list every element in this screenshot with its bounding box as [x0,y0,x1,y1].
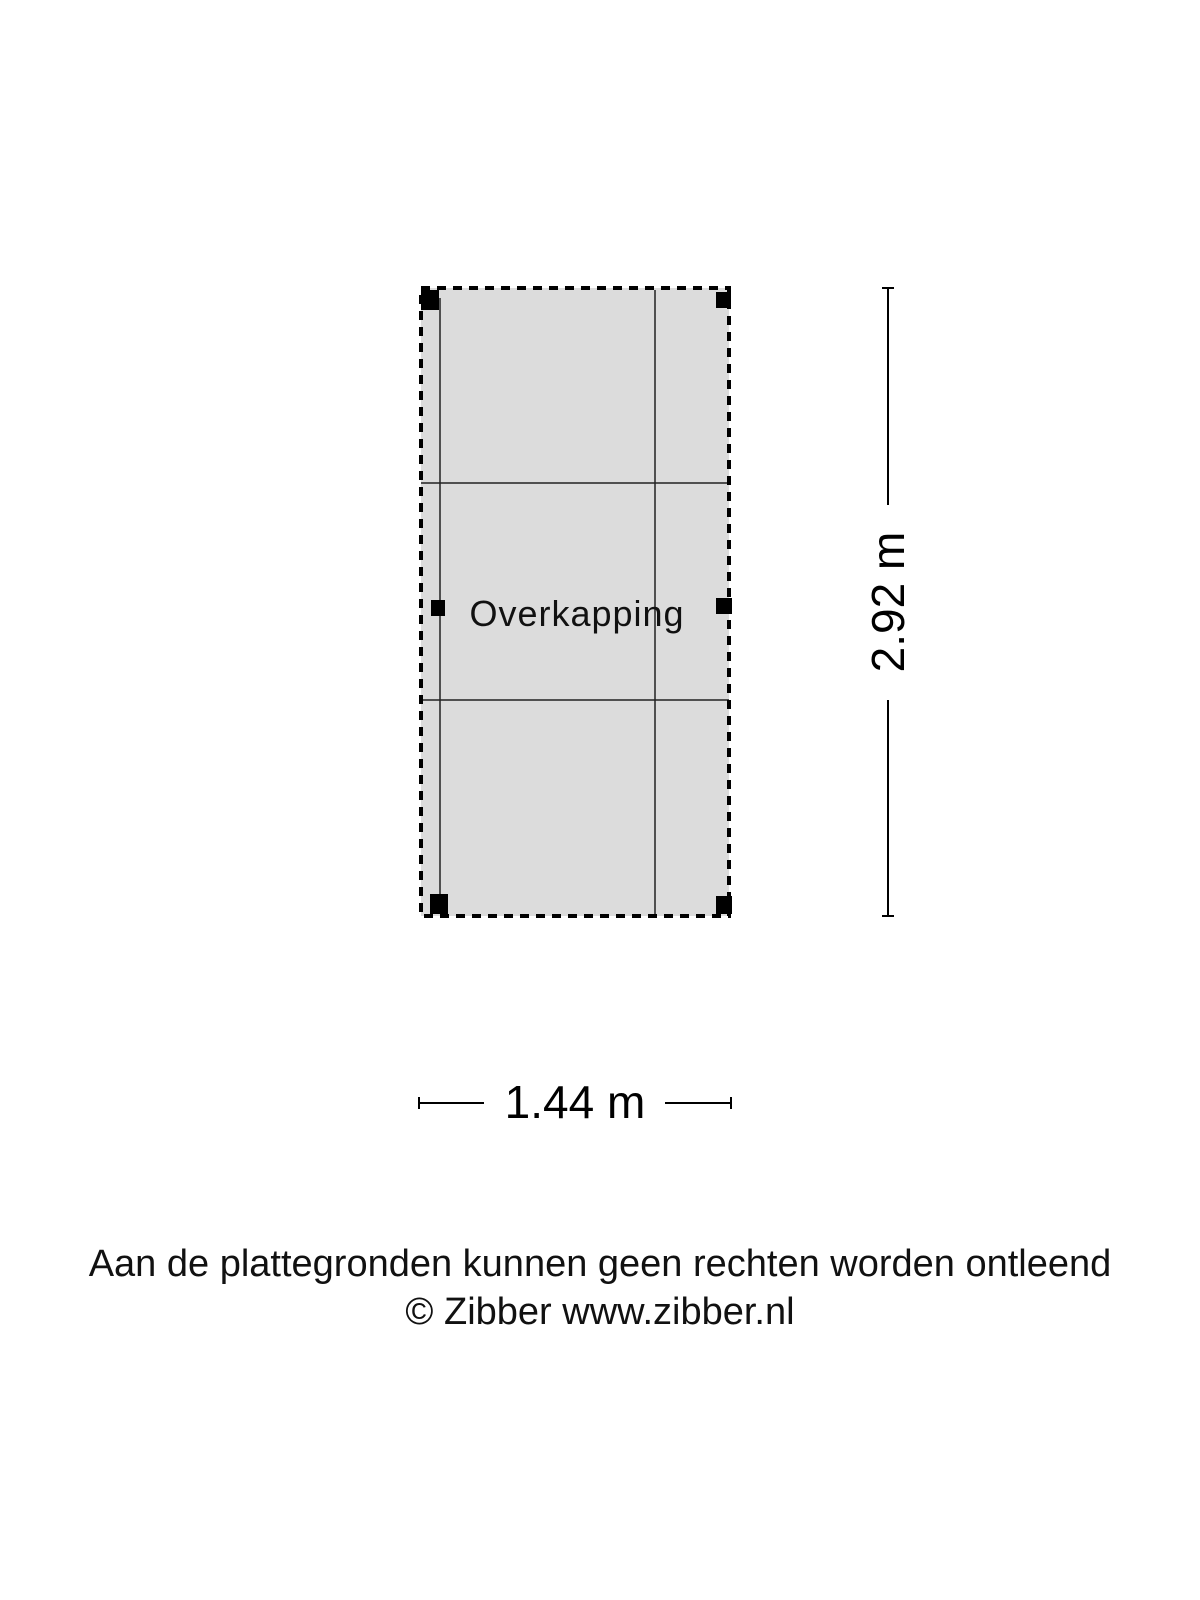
depth-dimension [862,288,914,916]
depth-label: 2.92 m [862,531,914,673]
post-top-left [421,290,439,310]
copyright-text: © Zibber www.zibber.nl [405,1291,795,1333]
post-mid-right [716,598,732,614]
post-bottom-right [716,896,732,914]
width-label: 1.44 m [504,1076,646,1128]
post-bottom-left [430,894,448,914]
post-top-right [716,292,731,308]
width-dimension [419,1076,731,1128]
post-mid-left [431,600,445,616]
disclaimer-text: Aan de plattegronden kunnen geen rechten worden ontleend [88,1243,1112,1285]
room-label: Overkapping [469,593,685,634]
